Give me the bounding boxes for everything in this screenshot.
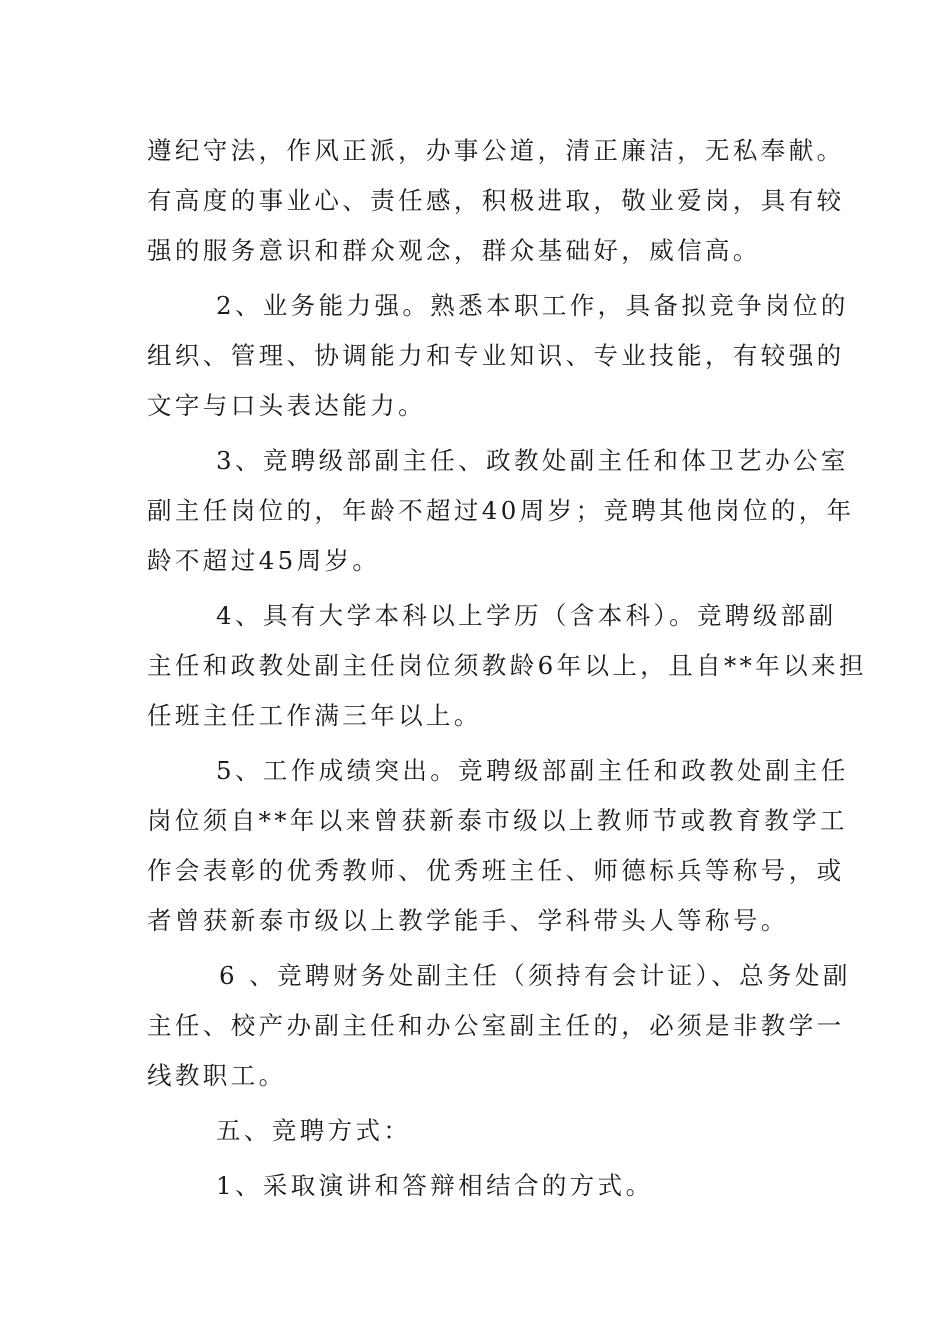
section-heading: 五、竞聘方式： — [216, 1116, 412, 1145]
text-line: 文字与口头表达能力。 — [147, 391, 426, 420]
text-line: 线教职工。 — [147, 1061, 287, 1090]
text-line: 4、具有大学本科以上学历（含本科）。竞聘级部副 — [216, 601, 837, 630]
text-line: 作会表彰的优秀教师、优秀班主任、师德标兵等称号，或 — [147, 856, 845, 885]
text-line: 主任、校产办副主任和办公室副主任的，必须是非教学一 — [147, 1011, 845, 1040]
text-line: 主任和政教处副主任岗位须教龄6年以上，且自**年以来担 — [147, 651, 867, 680]
text-line: 组织、管理、协调能力和专业知识、专业技能，有较强的 — [147, 341, 845, 370]
text-line: 6 、竞聘财务处副主任（须持有会计证）、总务处副 — [219, 961, 851, 990]
text-line: 岗位须自**年以来曾获新泰市级以上教师节或教育教学工 — [147, 806, 848, 835]
text-line: 5、工作成绩突出。竞聘级部副主任和政教处副主任 — [216, 756, 849, 785]
text-line: 有高度的事业心、责任感，积极进取，敬业爱岗，具有较 — [147, 186, 845, 215]
text-line: 2、业务能力强。熟悉本职工作，具备拟竞争岗位的 — [216, 291, 849, 320]
text-line: 任班主任工作满三年以上。 — [147, 701, 482, 730]
text-line: 1、采取演讲和答辩相结合的方式。 — [216, 1171, 654, 1200]
text-line: 3、竞聘级部副主任、政教处副主任和体卫艺办公室 — [216, 446, 849, 475]
text-line: 龄不超过45周岁。 — [147, 546, 381, 575]
text-line: 强的服务意识和群众观念，群众基础好，威信高。 — [147, 236, 761, 265]
text-line: 遵纪守法，作风正派，办事公道，清正廉洁，无私奉献。 — [147, 136, 845, 165]
text-line: 副主任岗位的，年龄不超过40周岁；竞聘其他岗位的，年 — [147, 496, 855, 525]
text-line: 者曾获新泰市级以上教学能手、学科带头人等称号。 — [147, 906, 789, 935]
